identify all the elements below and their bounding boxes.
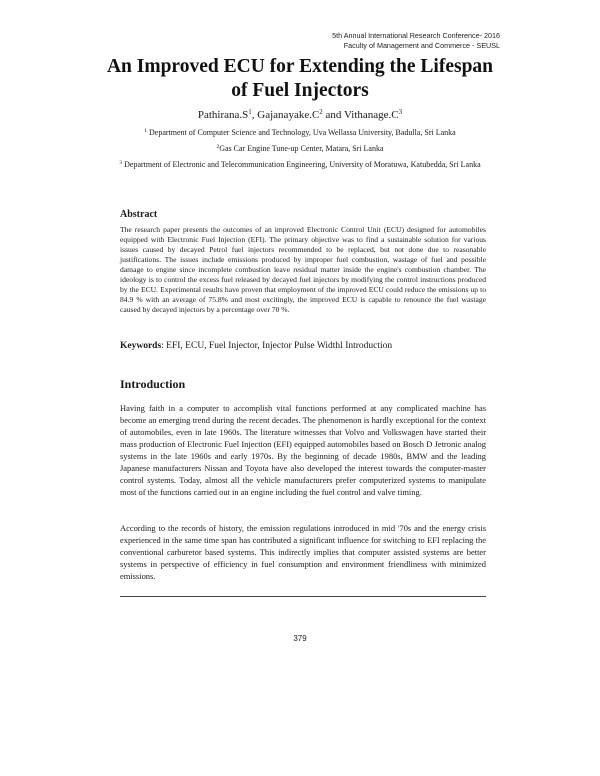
affiliation-1 <box>112 126 488 139</box>
introduction-paragraph-1: Having faith in a computer to accomplish vital functions performed at any complicated machine has become an emerging trend during the recent decades. The phenomenon is hardly exceptional for the context of automobiles, even in late 1960s. The literature witnesses that Volvo and Volkswagen have started their mass production of Electronic Fuel Injection (EFI) equipped automobiles based on Bosch D Jetronic analog systems in the late 1960s and early 1970s. By the beginning of decade 1980s, BMW and the leading Japanese manufacturers Nissan and Toyota have also developed the interest towards the computer-master control systems. Today, almost all the vehicle manufacturers prefer computerized systems to manipulate most of the functions carried out in an engine including the fuel control and valve timing. <box>120 403 486 497</box>
footer-divider <box>120 596 486 597</box>
affiliation-2 <box>112 142 488 155</box>
abstract-heading: Abstract <box>120 209 158 220</box>
author-separator-2: and <box>322 109 344 121</box>
affiliation-1-text: Department of Computer Science and Technology, Uva Wellassa University, Badulla, Sri Lanka <box>149 128 456 137</box>
affiliation-2-mark: 2 <box>216 144 220 150</box>
conference-line-2: Faculty of Management and Commerce - SEUSL <box>343 41 500 50</box>
author-list <box>100 108 500 122</box>
author-3-affil-mark: 3 <box>398 108 403 116</box>
author-1-name: Pathirana.S <box>197 109 249 121</box>
introduction-heading: Introduction <box>120 377 186 391</box>
affiliation-3 <box>112 158 488 171</box>
conference-line-1: 5th Annual International Research Conference- 2016 <box>332 31 500 40</box>
introduction-paragraph-2: According to the records of history, the emission regulations introduced in mid '70s and the energy crisis experienced in the same time span has contributed a significant influence for switching to EFI replacing the conventional carburetor based systems. This indirectly implies that computer assisted systems are better systems in perspective of efficiency in fuel consumption and environment friendliness with minimized emissions. <box>120 523 486 581</box>
affiliation-3-text: Department of Electronic and Telecommunication Engineering, University of Moratuwa, Katubedda, Sri Lanka <box>124 160 481 169</box>
paper-title: An Improved ECU for Extending the Lifespan of Fuel Injectors <box>106 56 494 101</box>
author-2-name: Gajanayake.C <box>257 109 320 121</box>
affiliation-1-mark: 1 <box>144 128 148 134</box>
author-2-affil-mark: 2 <box>319 108 323 116</box>
keywords-line <box>120 340 486 352</box>
abstract-body: The research paper presents the outcomes of an improved Electronic Control Unit (ECU) designed for automobiles equipped with Electronic Fuel Injection (EFI). The primary objective was to find a sustainable solution for various issues caused by decayed Petrol fuel injectors recommended to be replaced, but not done due to reasonable justifications. The issues include emissions produced by improper fuel combustion, wastage of fuel and possible damage to engine since incomplete combustion leave residual matter inside the engine's combustion chamber. The ideology is to control the excess fuel released by decayed fuel injectors by modifying the control instructions produced by the ECU. Experimental results have proven that employment of the improved ECU could reduce the emissions up to 84.9 % with an average of 75.8% and most excitingly, the improved ECU is capable to renounce the fuel wastage caused by decayed injectors by a percentage over 70 %. <box>120 225 486 314</box>
affiliation-2-text: Gas Car Engine Tune-up Center, Matara, Sri Lanka <box>219 144 384 153</box>
author-separator-1: , <box>251 109 258 121</box>
author-3-name: Vithanage.C <box>343 109 399 121</box>
page-number: 379 <box>293 634 307 643</box>
affiliation-3-mark: 3 <box>119 160 123 166</box>
keywords-label: Keywords <box>120 341 162 351</box>
keywords-values: : EFI, ECU, Fuel Injector, Injector Pulse Widthl Introduction <box>161 341 393 351</box>
author-1-affil-mark: 1 <box>248 108 252 116</box>
conference-header <box>332 31 500 51</box>
